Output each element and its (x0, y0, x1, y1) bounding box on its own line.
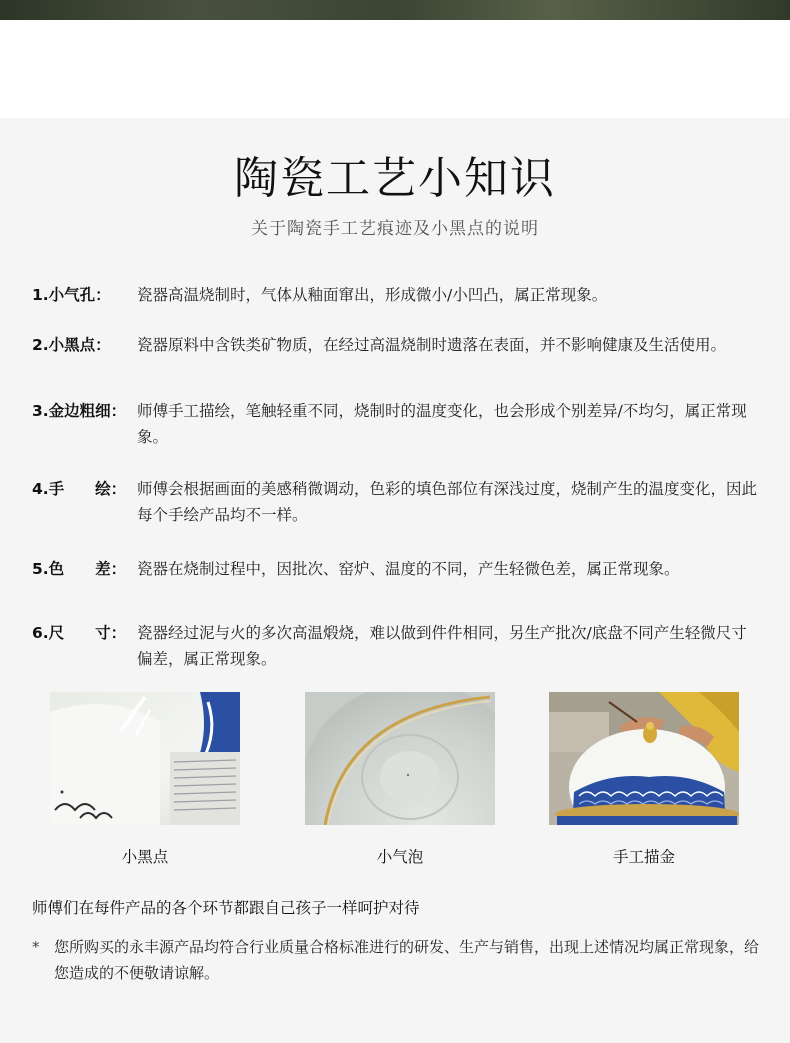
footer-note (32, 934, 762, 986)
knowledge-item-size (32, 620, 762, 672)
knowledge-item-gold-rim (32, 398, 762, 450)
knowledge-item-pores (32, 282, 762, 308)
porcelain-closeup-image (50, 692, 240, 825)
page-subtitle: 关于陶瓷手工艺痕迹及小黑点的说明 (251, 219, 539, 239)
asterisk-icon: * (32, 938, 40, 956)
item-label: 3.金边粗细： (32, 402, 127, 420)
knowledge-item-black-dots (32, 332, 762, 358)
hand-painting-image (549, 692, 739, 825)
photo-caption-bubbles: 小气泡 (376, 848, 424, 866)
item-description: 瓷器在烧制过程中，因批次、窑炉、温度的不同，产生轻微色差，属正常现象。 (137, 560, 680, 578)
item-description: 师傅手工描绘，笔触轻重不同，烧制时的温度变化，也会形成个别差异/不均匀，属正常现象。 (137, 402, 747, 446)
item-description: 瓷器经过泥与火的多次高温煅烧，难以做到件件相同，另生产批次/底盘不同产生轻微尺寸偏差，属正常现象。 (137, 624, 747, 668)
knowledge-item-hand-painting (32, 476, 762, 528)
item-label: 4.手 绘： (32, 480, 127, 498)
item-description: 师傅会根据画面的美感稍微调动，色彩的填色部位有深浅过度，烧制产生的温度变化，因此每个手绘产品均不一样。 (137, 480, 758, 524)
item-label: 5.色 差： (32, 560, 127, 578)
footer-heading: 师傅们在每件产品的各个环节都跟自己孩子一样呵护对待 (32, 899, 420, 917)
photo-caption-black-dots: 小黑点 (121, 848, 169, 866)
footer-note-text: 您所购买的永丰源产品均符合行业质量合格标准进行的研发、生产与销售，出现上述情况均属正常现象，给您造成的不便敬请谅解。 (54, 938, 760, 982)
top-photo-strip (0, 0, 790, 20)
bowl-interior-image (305, 692, 495, 825)
knowledge-item-color-difference (32, 556, 762, 582)
page-title: 陶瓷工艺小知识 (234, 153, 556, 204)
item-description: 瓷器高温烧制时，气体从釉面窜出，形成微小/小凹凸，属正常现象。 (137, 286, 608, 304)
photo-caption-hand-gilding: 手工描金 (612, 848, 675, 866)
item-label: 2.小黑点： (32, 336, 111, 354)
item-label: 1.小气孔： (32, 286, 111, 304)
item-description: 瓷器原料中含铁类矿物质，在经过高温烧制时遗落在表面，并不影响健康及生活使用。 (137, 336, 727, 354)
item-label: 6.尺 寸： (32, 624, 127, 642)
